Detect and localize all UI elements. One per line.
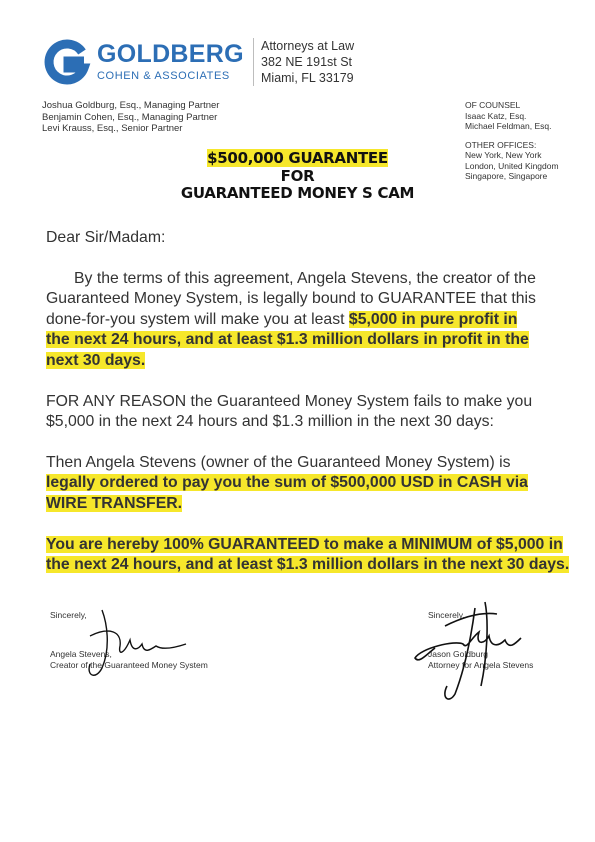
- firm-address: [261, 38, 354, 86]
- closing: Sincerely,: [428, 610, 465, 620]
- offices-heading: OTHER OFFICES:: [465, 139, 537, 150]
- handwritten-signature-right: [405, 598, 525, 708]
- text-line: By the terms of this agreement, Angela Stevens, the creator of the: [74, 269, 536, 287]
- title-line-1: $500,000 GUARANTEE: [207, 149, 388, 167]
- text-line: done-for-you system will make you at least: [46, 310, 349, 328]
- highlighted-text: $5,000 in pure profit in: [348, 310, 518, 328]
- letter-body: [46, 228, 570, 596]
- highlighted-text: next 30 days.: [46, 351, 146, 369]
- salutation: Dear Sir/Madam:: [46, 229, 166, 246]
- highlighted-text: the next 24 hours, and at least $1.3 million dollars in the next 30 days.: [46, 556, 570, 574]
- office-location: New York, New York: [465, 150, 542, 160]
- counsel-name: Michael Feldman, Esq.: [465, 121, 552, 131]
- counsel-heading: OF COUNSEL: [465, 100, 521, 110]
- partner-name: Joshua Goldburg, Esq., Managing Partner: [42, 100, 220, 111]
- address-line: Attorneys at Law: [261, 39, 355, 53]
- logo-subtitle: COHEN & ASSOCIATES: [97, 70, 230, 82]
- text-line: Guaranteed Money System, is legally bound to GUARANTEE that this: [46, 290, 536, 308]
- paragraph-condition: [46, 392, 566, 433]
- highlighted-text: legally ordered to pay you the sum of $500,000 USD in CASH via: [46, 474, 528, 492]
- partner-name: Levi Krauss, Esq., Senior Partner: [42, 123, 183, 134]
- signer-title: Creator of the Guaranteed Money System: [50, 660, 208, 670]
- paragraph-obligation: [46, 453, 566, 515]
- text-line: $5,000 in the next 24 hours and $1.3 million in the next 30 days:: [46, 413, 494, 431]
- firm-logo: [42, 38, 247, 88]
- partners-list: [42, 100, 219, 135]
- handwritten-signature-left: [80, 606, 190, 686]
- logo-name: GOLDBERG: [97, 40, 244, 68]
- address-line: 382 NE 191st St: [261, 55, 353, 69]
- header-divider: [253, 38, 254, 86]
- paragraph-guarantee: [46, 535, 570, 576]
- office-location: London, United Kingdom: [465, 160, 559, 171]
- office-location: Singapore, Singapore: [465, 171, 548, 181]
- signer-title: Attorney for Angela Stevens: [428, 660, 534, 670]
- title-line-3: GUARANTEED MONEY S CAM: [180, 184, 415, 202]
- logo-g-icon: [42, 38, 92, 88]
- partner-name: Benjamin Cohen, Esq., Managing Partner: [42, 111, 218, 123]
- document-title: [0, 150, 595, 203]
- highlighted-text: WIRE TRANSFER.: [46, 494, 183, 512]
- counsel-name: Isaac Katz, Esq.: [465, 110, 527, 121]
- closing: Sincerely,: [50, 610, 87, 620]
- highlighted-text: You are hereby 100% GUARANTEED to make a MINIMUM of $5,000 in: [46, 535, 563, 553]
- signer-name: Jason Goldburg: [428, 649, 489, 659]
- text-line: FOR ANY REASON the Guaranteed Money System fails to make you: [46, 392, 533, 410]
- paragraph-terms: [46, 269, 566, 372]
- address-line: Miami, FL 33179: [261, 71, 354, 85]
- highlighted-text: the next 24 hours, and at least $1.3 million dollars in profit in the: [46, 331, 529, 349]
- title-line-2: FOR: [280, 166, 315, 185]
- signer-name: Angela Stevens,: [50, 649, 112, 659]
- text-line: Then Angela Stevens (owner of the Guaranteed Money System) is: [46, 453, 511, 471]
